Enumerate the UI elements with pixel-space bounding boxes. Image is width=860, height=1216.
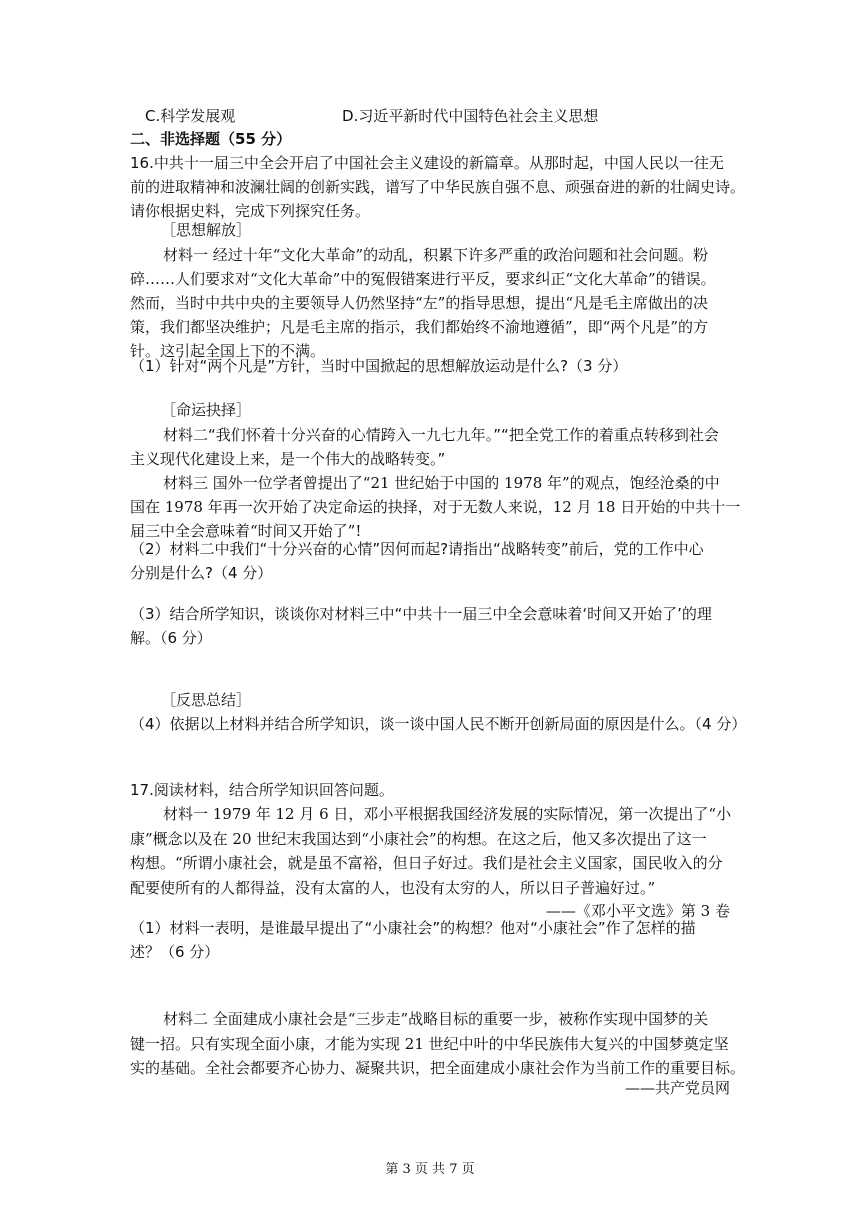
q16-heading-thought: ［思想解放］ [161, 221, 252, 239]
q16-heading-reflect: ［反思总结］ [161, 691, 252, 709]
q16-material2-line: 主义现代化建设上来，是一个伟大的战略转变。” [130, 450, 446, 468]
q17-material2-line: 材料二 全面建成小康社会是“三步走”战略目标的重要一步，被称作实现中国梦的关 [163, 1010, 709, 1028]
material-text: 材料一 经过十年“文化大革命”的动乱，积累下许多严重的政治问题和社会问题。粉 [163, 246, 709, 264]
q17-question1-line: 述？（6 分） [130, 943, 220, 961]
q16-material3-line: 届三中全会意味着“时间又开始了”! [130, 522, 362, 540]
q17-material1-line: 构想。“所谓小康社会，就是虽不富裕，但日子好过。我们是社会主义国家，国民收入的分 [130, 854, 723, 872]
q17-material2-line: 键一招。只有实现全面小康，才能为实现 21 世纪中叶的中华民族伟大复兴的中国梦奠定坚 [130, 1035, 729, 1053]
section-title: 二、非选择题（55 分） [130, 130, 292, 148]
q16-material3-line: 材料三 国外一位学者曾提出了“21 世纪始于中国的 1978 年”的观点，饱经沧桑的中 [163, 474, 720, 492]
q16-intro-line: 请你根据史料，完成下列探究任务。 [130, 202, 371, 220]
q16-intro-line: 16.中共十一届三中全会开启了中国社会主义建设的新篇章。从那时起，中国人民以一往无 [130, 154, 724, 172]
q17-material1-line: 配要使所有的人都得益，没有太富的人，也没有太穷的人，所以日子普遍好过。” [130, 879, 656, 897]
q16-question2-line: （2）材料二中我们“十分兴奋的心情”因何而起?请指出“战略转变”前后，党的工作中心 [130, 540, 704, 558]
q17-material2-line: 实的基础。全社会都要齐心协力、凝聚共识，把全面建成小康社会作为当前工作的重要目标。 [130, 1059, 746, 1077]
q16-question3-line: （3）结合所学知识，谈谈你对材料三中“中共十一届三中全会意味着‘时间又开始了’的理 [130, 605, 712, 623]
q16-material1-line: 策，我们都坚决维护；凡是毛主席的指示，我们都始终不渝地遵循”，即“两个凡是”的方 [130, 318, 709, 336]
option-d: D.习近平新时代中国特色社会主义思想 [342, 107, 599, 125]
q16-material1-line [163, 245, 708, 265]
q17-material1-line: 材料一 1979 年 12 月 6 日，邓小平根据我国经济发展的实际情况，第一次提出了“小 [163, 805, 732, 823]
q17-source1: ——《邓小平文选》第 3 卷 [545, 902, 730, 920]
q16-intro-line: 前的进取精神和波澜壮阔的创新实践，谱写了中华民族自强不息、顽强奋进的新的壮阔史诗。 [130, 178, 746, 196]
q16-material1-line: 碎……人们要求对“文化大革命”中的冤假错案进行平反，要求纠正“文化大革命”的错误。 [130, 270, 716, 288]
q16-heading-fate: ［命运抉择］ [161, 401, 252, 419]
q16-question3-line: 解。（6 分） [130, 629, 212, 647]
q16-material1-line: 然而，当时中共中央的主要领导人仍然坚持“左”的指导思想，提出“凡是毛主席做出的决 [130, 294, 709, 312]
page-footer: 第 3 页 共 7 页 [385, 1162, 475, 1177]
q17-source2: ——共产党员网 [624, 1079, 730, 1097]
q16-material1-line: 针。这引起全国上下的不满。 [130, 342, 326, 360]
q16-question4: （4）依据以上材料并结合所学知识，谈一谈中国人民不断开创新局面的原因是什么。（4 分） [130, 715, 747, 733]
q16-question2-line: 分别是什么?（4 分） [130, 564, 273, 582]
q17-material1-line: 康”概念以及在 20 世纪末我国达到“小康社会”的构想。在这之后，他又多次提出了这一 [130, 830, 707, 848]
q16-question1: （1）针对“两个凡是”方针，当时中国掀起的思想解放运动是什么?（3 分） [130, 357, 628, 375]
q16-material2-line: 材料二“我们怀着十分兴奋的心情跨入一九七九年。”“把全党工作的着重点转移到社会 [163, 426, 719, 444]
option-c: C.科学发展观 [145, 107, 236, 125]
q17-intro: 17.阅读材料，结合所学知识回答问题。 [130, 781, 394, 799]
q16-material3-line: 国在 1978 年再一次开始了决定命运的抉择，对于无数人来说，12 月 18 日开始的中共十一 [130, 498, 741, 516]
q17-question1-line: （1）材料一表明，是谁最早提出了“小康社会”的构想？他对“小康社会”作了怎样的描 [130, 919, 696, 937]
